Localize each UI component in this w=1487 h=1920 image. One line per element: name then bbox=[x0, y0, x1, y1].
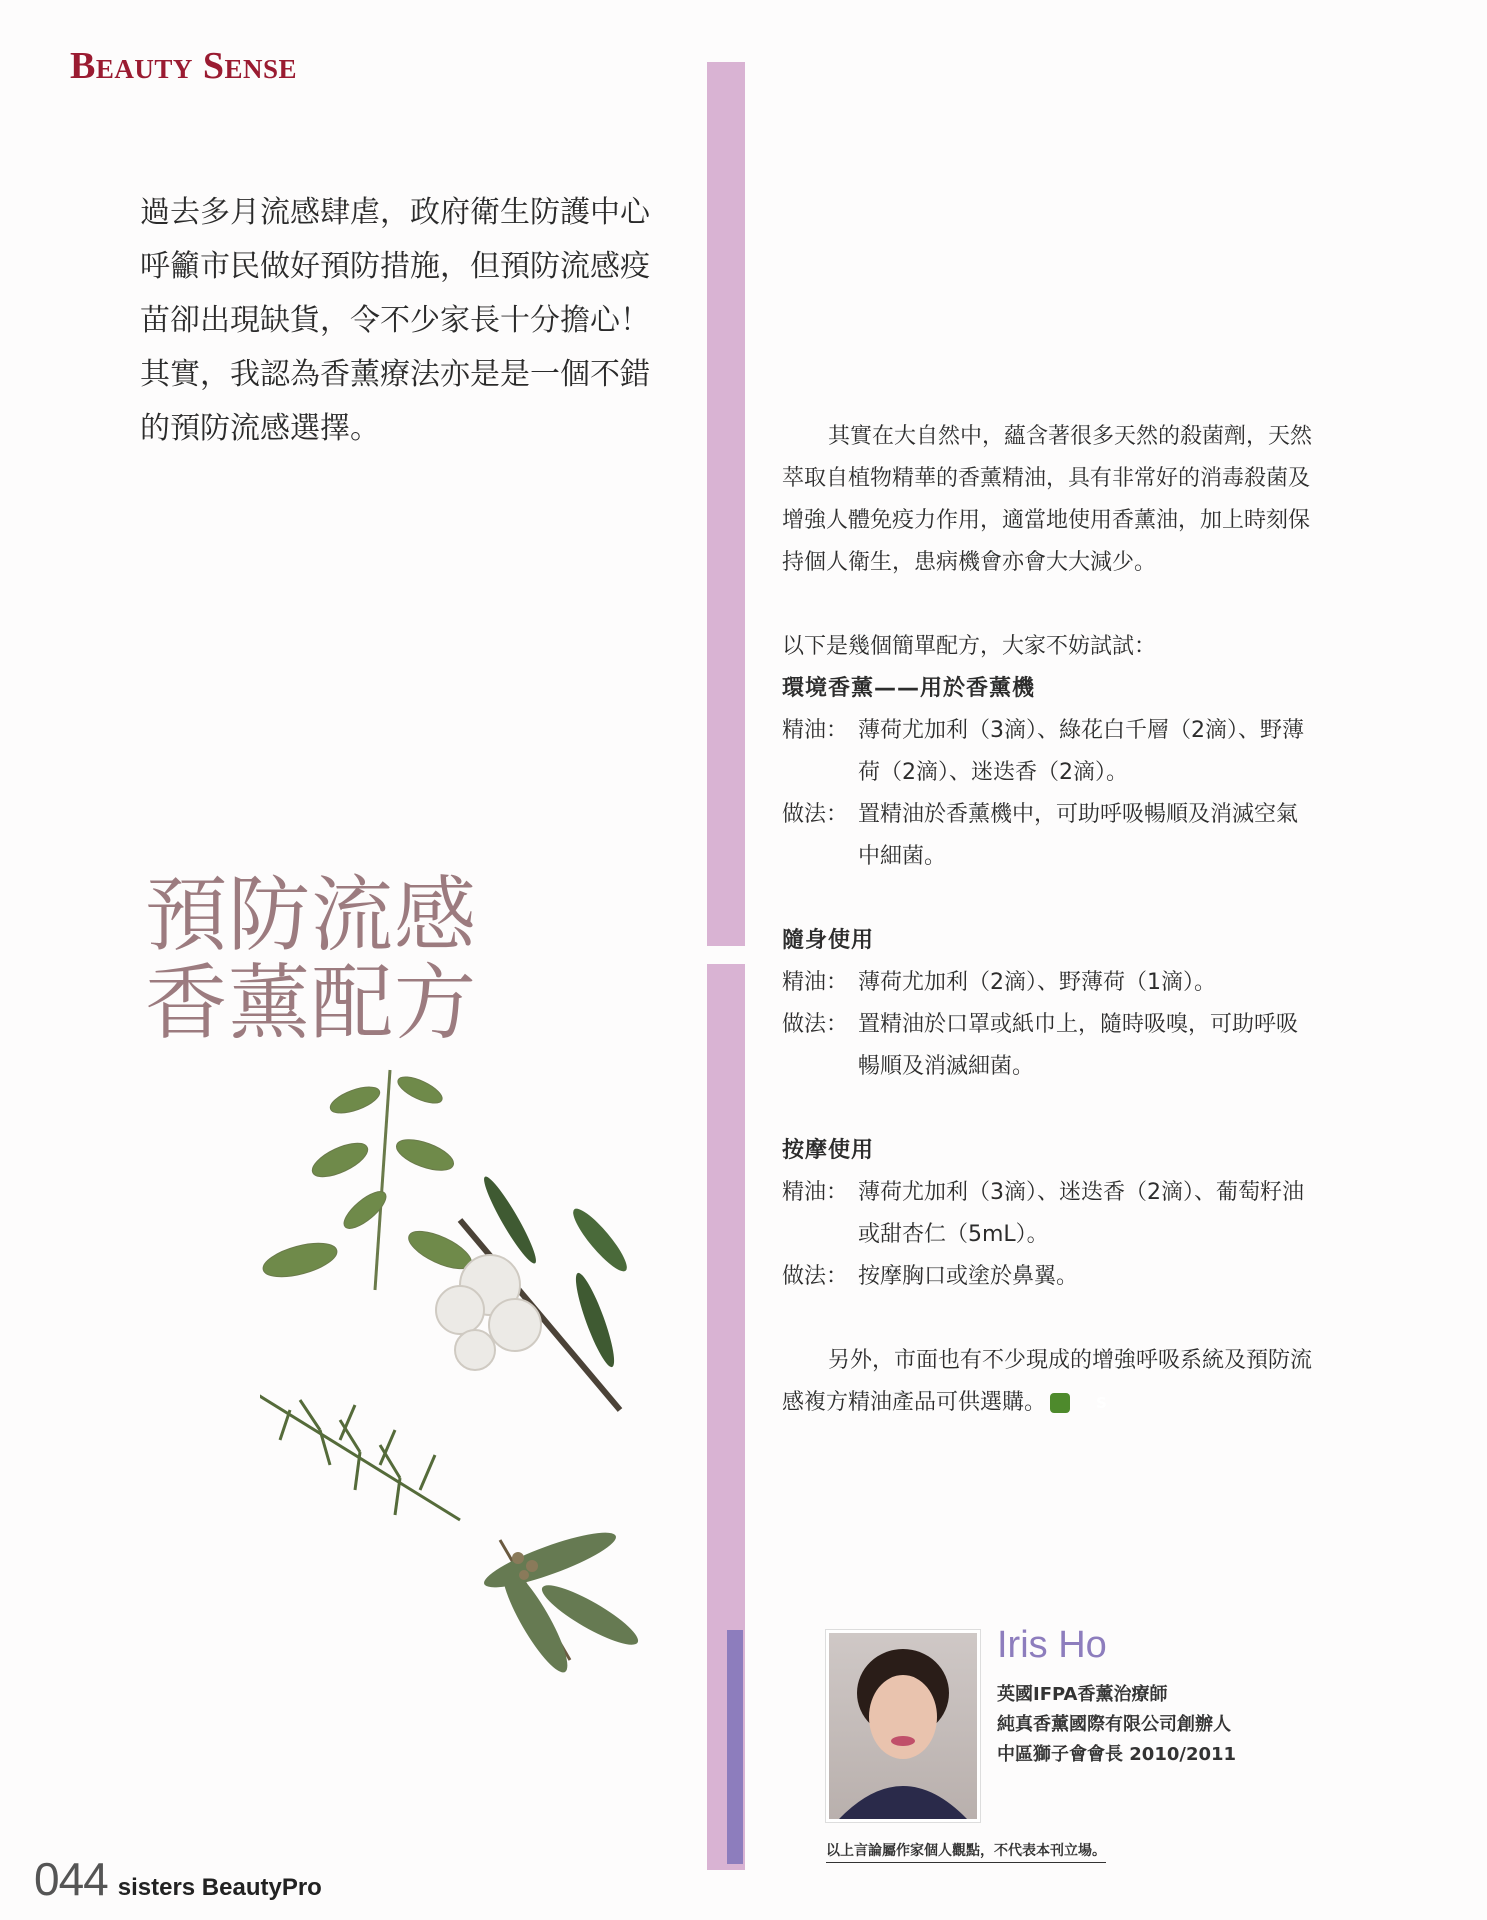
decorative-bar-accent bbox=[727, 1630, 743, 1864]
recipe-heading: 按摩使用 bbox=[782, 1138, 875, 1163]
intro-line: 其實，我認為香薰療法亦是是一個不錯 bbox=[140, 357, 650, 392]
page-footer bbox=[34, 1852, 322, 1906]
oil-value: 薄荷尤加利（2滴）、野薄荷（1滴）。 bbox=[858, 970, 1216, 995]
author-bio bbox=[997, 1680, 1236, 1770]
rosemary-image bbox=[260, 1390, 460, 1520]
oil-value: 薄荷尤加利（3滴）、綠花白千層（2滴）、野薄荷（2滴）、迷迭香（2滴）。 bbox=[858, 718, 1304, 785]
tea-tree-image bbox=[436, 1173, 633, 1410]
herbs-illustration bbox=[260, 1060, 680, 1680]
author-name: Iris Ho bbox=[997, 1624, 1107, 1666]
method-value: 置精油於口罩或紙巾上，隨時吸嗅，可助呼吸暢順及消滅細菌。 bbox=[858, 1012, 1299, 1079]
author-bio-line: 英國IFPA香薰治療師 bbox=[997, 1684, 1168, 1705]
page-number: 044 bbox=[34, 1853, 108, 1905]
article-body bbox=[782, 416, 1312, 1424]
decorative-bar-top bbox=[707, 62, 745, 946]
author-bio-line: 中區獅子會會長 2010/2011 bbox=[997, 1744, 1237, 1765]
oil-value: 薄荷尤加利（3滴）、迷迭香（2滴）、葡萄籽油或甜杏仁（5mL）。 bbox=[858, 1180, 1304, 1247]
recipe-method-row bbox=[782, 1256, 1312, 1298]
closing-text: 另外，市面也有不少現成的增強呼吸系統及預防流感複方精油產品可供選購。 bbox=[782, 1348, 1313, 1415]
end-mark-icon: S bbox=[1050, 1393, 1070, 1413]
method-value: 按摩胸口或塗於鼻翼。 bbox=[858, 1264, 1079, 1289]
intro-line: 過去多月流感肆虐，政府衛生防護中心 bbox=[140, 195, 650, 230]
intro-line: 苗卻出現缺貨，令不少家長十分擔心！ bbox=[140, 303, 650, 338]
recipes-intro: 以下是幾個簡單配方，大家不妨試試： bbox=[782, 634, 1157, 659]
method-label: 做法： bbox=[782, 802, 849, 827]
intro-line: 的預防流感選擇。 bbox=[140, 411, 380, 446]
recipe-oil-row bbox=[782, 1172, 1312, 1256]
recipe-heading: 環境香薰——用於香薰機 bbox=[782, 676, 1036, 701]
title-line-2: 香薰配方 bbox=[145, 956, 478, 1051]
body-paragraph: 其實在大自然中，蘊含著很多天然的殺菌劑，天然萃取自植物精華的香薰精油，具有非常好的消毒殺菌及增強人體免疫力作用，適當地使用香薰油，加上時刻保持個人衛生，患病機會亦會大大減少。 bbox=[782, 424, 1313, 575]
author-portrait-icon bbox=[829, 1633, 977, 1819]
method-value: 置精油於香薰機中，可助呼吸暢順及消滅空氣中細菌。 bbox=[858, 802, 1299, 869]
oil-label: 精油： bbox=[782, 718, 849, 743]
method-label: 做法： bbox=[782, 1264, 849, 1289]
intro-line: 呼籲市民做好預防措施，但預防流感疫 bbox=[140, 249, 650, 284]
recipe-method-row bbox=[782, 794, 1312, 878]
intro-paragraph bbox=[140, 186, 700, 456]
author-bio-line: 純真香薰國際有限公司創辦人 bbox=[997, 1714, 1231, 1735]
author-photo bbox=[826, 1630, 980, 1822]
article-title bbox=[145, 868, 478, 1051]
recipe-oil-row bbox=[782, 710, 1312, 794]
section-header: Beauty Sense bbox=[70, 45, 298, 87]
mint-sprig-image bbox=[260, 1070, 476, 1290]
recipe-oil-row bbox=[782, 962, 1312, 1004]
disclaimer: 以上言論屬作家個人觀點，不代表本刊立場。 bbox=[826, 1840, 1106, 1863]
closing-paragraph bbox=[782, 1340, 1312, 1424]
oil-label: 精油： bbox=[782, 970, 849, 995]
title-line-1: 預防流感 bbox=[145, 868, 478, 963]
method-label: 做法： bbox=[782, 1012, 849, 1037]
eucalyptus-image bbox=[479, 1523, 644, 1679]
oil-label: 精油： bbox=[782, 1180, 849, 1205]
recipe-method-row bbox=[782, 1004, 1312, 1088]
magazine-brand: sisters BeautyPro bbox=[117, 1874, 322, 1901]
recipe-heading: 隨身使用 bbox=[782, 928, 875, 953]
